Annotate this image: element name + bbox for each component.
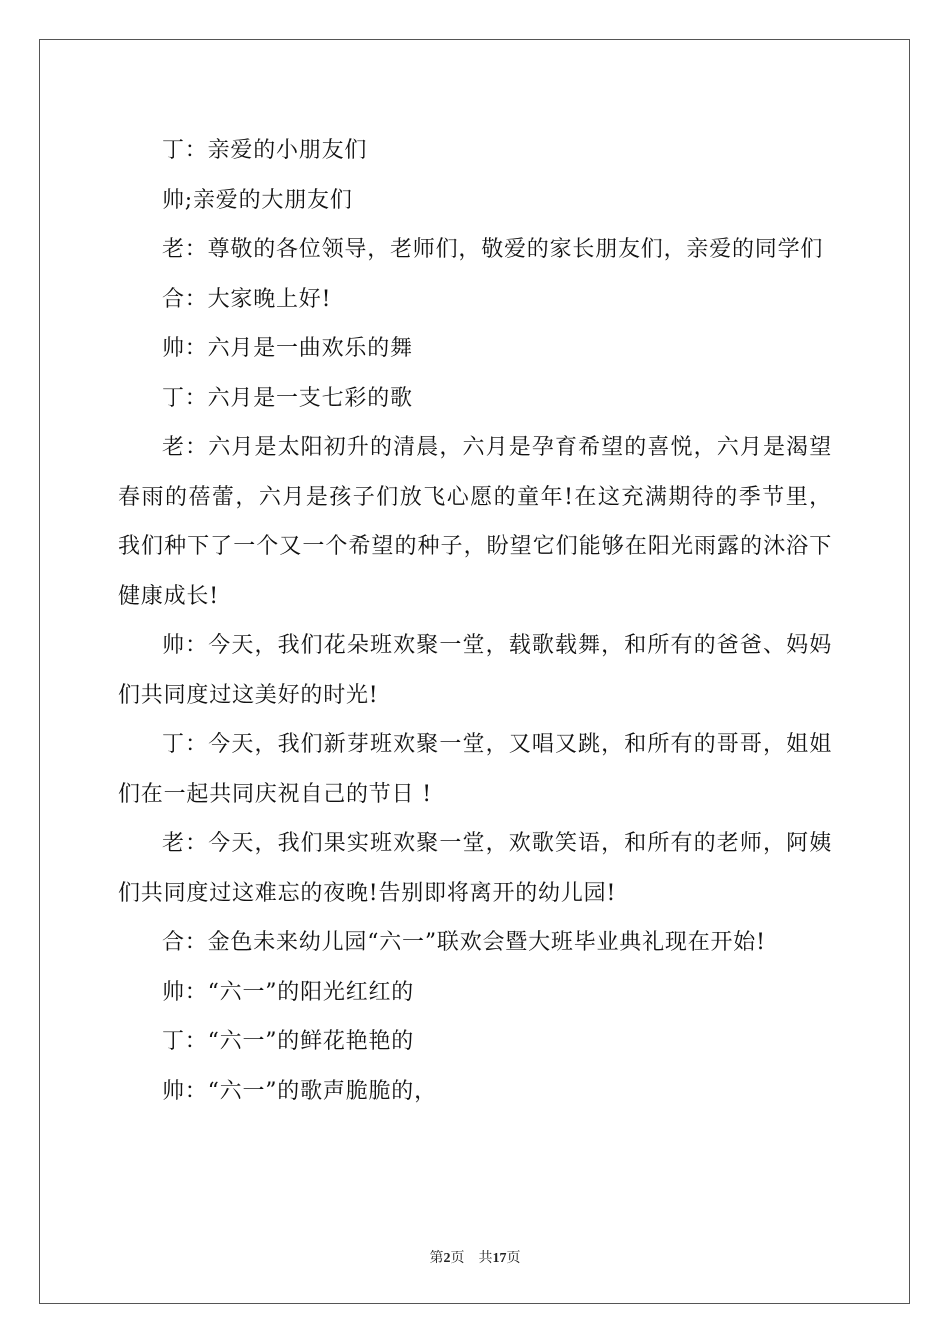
footer-total-pages: 17 bbox=[492, 1251, 507, 1266]
paragraph-9: 丁：今天，我们新芽班欢聚一堂，又唱又跳，和所有的哥哥，姐姐们在一起共同庆祝自己的节日 ! bbox=[118, 732, 832, 807]
paragraph-6: 丁：六月是一支七彩的歌 bbox=[162, 385, 413, 411]
paragraph-1: 丁：亲爱的小朋友们 bbox=[162, 138, 368, 163]
paragraph-12: 帅：“六一”的阳光红红的 bbox=[162, 979, 415, 1005]
paragraph-2: 帅;亲爱的大朋友们 bbox=[162, 187, 353, 213]
paragraph-14: 帅：“六一”的歌声脆脆的， bbox=[162, 1078, 437, 1104]
document-body bbox=[118, 126, 832, 1116]
footer-total-prefix: 共 bbox=[478, 1251, 493, 1266]
footer-total-suffix: 页 bbox=[506, 1251, 521, 1266]
paragraph-13: 丁：“六一”的鲜花艳艳的 bbox=[162, 1029, 415, 1054]
paragraph-5: 帅：六月是一曲欢乐的舞 bbox=[162, 336, 413, 361]
footer-page-suffix: 页 bbox=[450, 1251, 465, 1266]
footer-page-number: 2 bbox=[443, 1251, 451, 1266]
paragraph-10: 老：今天，我们果实班欢聚一堂，欢歌笑语，和所有的老师，阿姨们共同度过这难忘的夜晚!告别即将离开的幼儿园! bbox=[118, 831, 832, 906]
paragraph-3: 老：尊敬的各位领导，老师们，敬爱的家长朋友们，亲爱的同学们 bbox=[162, 237, 824, 262]
paragraph-11: 合：金色未来幼儿园“六一”联欢会暨大班毕业典礼现在开始! bbox=[162, 930, 766, 955]
paragraph-7: 老：六月是太阳初升的清晨，六月是孕育希望的喜悦，六月是渴望春雨的蓓蕾，六月是孩子们放飞心愿的童年!在这充满期待的季节里，我们种下了一个又一个希望的种子，盼望它们能够在阳光雨露的沐浴下健康成长! bbox=[118, 435, 832, 609]
paragraph-4: 合：大家晚上好! bbox=[162, 286, 332, 312]
footer-page-prefix: 第 bbox=[429, 1251, 444, 1266]
page-footer bbox=[0, 1247, 950, 1267]
paragraph-8: 帅：今天，我们花朵班欢聚一堂，载歌载舞，和所有的爸爸、妈妈们共同度过这美好的时光! bbox=[118, 633, 832, 708]
